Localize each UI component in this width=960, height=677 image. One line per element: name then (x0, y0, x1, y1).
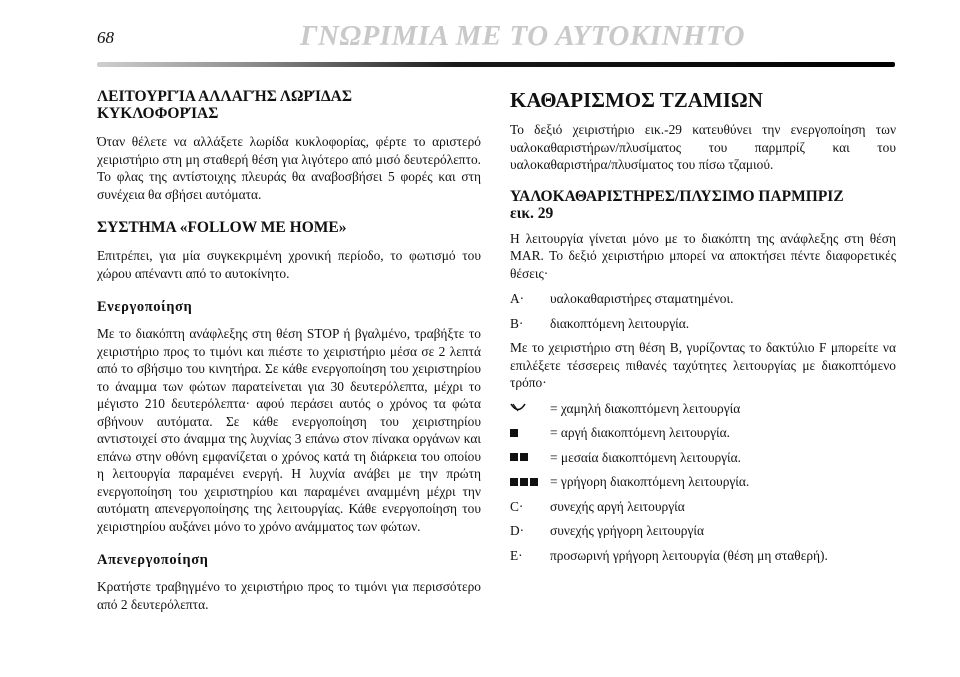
deactivation-heading: Απενεργοποίηση (97, 552, 209, 568)
list-item-c (510, 498, 896, 516)
wipers-heading-line1: ΥΑΛΟΚΑΘΑΡΙΣΤΗΡΕΣ/ΠΛΥΣΙΜΟ ΠΑΡΜΠΡΙΖ (510, 187, 844, 205)
list-key: D· (510, 523, 525, 538)
lane-change-heading (97, 88, 481, 122)
speed-item-3 (510, 449, 896, 467)
speed-item-1 (510, 400, 896, 418)
wipers-text: Η λειτουργία γίνεται μόνο με το διακόπτη της ανάφλεξης στη θέση MAR. Το δεξιό χειριστήριο μπορεί να αποκτήσει πέντε διαφορετικές θέσεις· (510, 230, 896, 281)
three-blocks-icon (510, 473, 550, 491)
speed-desc: = αργή διακοπτόμενη λειτουργία. (550, 425, 730, 440)
left-column (97, 88, 481, 629)
list-value: υαλοκαθαριστήρες σταματημένοι. (550, 291, 734, 306)
deactivation-text: Κρατήστε τραβηγμένο το χειριστήριο προς το τιμόνι για περισσότερο από 2 δευτερόλεπτα. (97, 579, 481, 612)
speed-desc: = χαμηλή διακοπτόμενη λειτουργία (550, 400, 741, 416)
header-rule (97, 62, 895, 67)
page-number: 68 (97, 28, 114, 47)
window-cleaning-heading: ΚΑΘΑΡΙΣΜΟΣ ΤΖΑΜΙΩΝ (510, 88, 763, 112)
list-item-a (510, 290, 896, 308)
one-block-icon (510, 424, 550, 442)
activation-heading: Ενεργοποίηση (97, 299, 193, 315)
list-value: διακοπτόμενη λειτουργία. (550, 315, 690, 331)
speed-desc: = γρήγορη διακοπτόμενη λειτουργία. (550, 474, 750, 489)
list-item-d (510, 522, 896, 540)
list-value: συνεχής γρήγορη λειτουργία (550, 523, 705, 538)
window-cleaning-intro: Το δεξιό χειριστήριο εικ.-29 κατευθύνει την ενεργοποίηση των υαλοκαθαριστήρων/πλυσίματος του παρμπρίζ και του υαλοκαθαριστήρα/πλυσίματος του πίσω τζαμιού. (510, 122, 896, 172)
running-title: ΓΝΩΡΙΜΙΑ ΜΕ ΤΟ ΑΥΤΟΚΙΝΗΤΟ (300, 20, 746, 52)
list-item-e (510, 547, 896, 565)
list-key: C· (510, 498, 524, 514)
list-value: προσωρινή γρήγορη λειτουργία (θέση μη σταθερή). (550, 547, 828, 563)
right-column (510, 88, 896, 571)
lane-change-text: Όταν θέλετε να αλλάξετε λωρίδα κυκλοφορίας, φέρτε το αριστερό χειριστήριο στη μη σταθερή θέση για λιγότερο από μισό δευτερόλεπτο. Το φλας της αντίστοιχης πλευράς θα αναβοσβήσει 5 φορές και στη συνέχεια θα σβήσει αυτόματα. (97, 134, 481, 202)
list-value: συνεχής αργή λειτουργία (550, 498, 685, 514)
lane-change-heading-line1: ΛΕΙΤΟΥΡΓΊΑ ΑΛΛΑΓΉΣ ΛΩΡΊΔΑΣ (97, 88, 353, 105)
wiper-low-icon (510, 400, 550, 418)
list-key: B· (510, 315, 524, 331)
ring-text: Με το χειριστήριο στη θέση B, γυρίζοντας το δακτύλιο F μπορείτε να επιλέξετε τέσσερεις πιθανές ταχύτητες λειτουργίας με διακοπτόμενο τρόπο· (510, 340, 896, 390)
speed-item-4 (510, 473, 896, 491)
wipers-heading (510, 188, 896, 222)
list-item-b (510, 315, 896, 333)
follow-me-home-text: Επιτρέπει, για μία συγκεκριμένη χρονική περίοδο, το φωτισμό του χώρου απέναντι από το αυτοκίνητο. (97, 248, 481, 281)
two-blocks-icon (510, 449, 550, 467)
speed-desc: = μεσαία διακοπτόμενη λειτουργία. (550, 449, 742, 465)
speed-item-2 (510, 424, 896, 442)
list-key: A· (510, 291, 525, 306)
list-key: E· (510, 547, 523, 563)
follow-me-home-heading: ΣΥΣΤΗΜΑ «FOLLOW ME HOME» (97, 219, 347, 236)
lane-change-heading-line2: ΚΥΚΛΟΦΟΡΊΑΣ (97, 105, 219, 122)
wipers-heading-line2: εικ. 29 (510, 204, 554, 222)
page-header (0, 0, 960, 70)
activation-text: Με το διακόπτη ανάφλεξης στη θέση STOP ή βγαλμένο, τραβήξτε το χειριστήριο προς το τιμόνι και πιέστε το χειριστήριο μέσα σε 2 λεπτά από το σβήσιμο του κινητήρα. Σε κάθε ενεργοποίηση του χειριστηρίου το άναμμα των φώτων παρατείνεται για 30 δευτερόλεπτα, μέχρι το μέγιστο 210 δευτερόλεπτα· αφού περάσει αυτός ο χρόνος τα φώτα σβήνουν αυτόματα. Σε κάθε ενεργοποίηση του χειριστηρίου αντιστοιχεί στο άναμμα της λυχνίας 3 επάνω στον πίνακα οργάνων και επάνω στην οθόνη εμφανίζεται ο χρόνος κατά τη διάρκεια του οποίου η λειτουργία παραμένει ενεργή. Η λυχνία ανάβει με την πρώτη ενεργοποίηση του χειριστηρίου και παραμένει αναμμένη μέχρι την αυτόματη απενεργοποίησης της λειτουργίας. Κάθε ενεργοποίηση του χειριστηρίου αυξάνει μόνο το χρόνο ανάμματος των φώτων. (97, 326, 481, 534)
